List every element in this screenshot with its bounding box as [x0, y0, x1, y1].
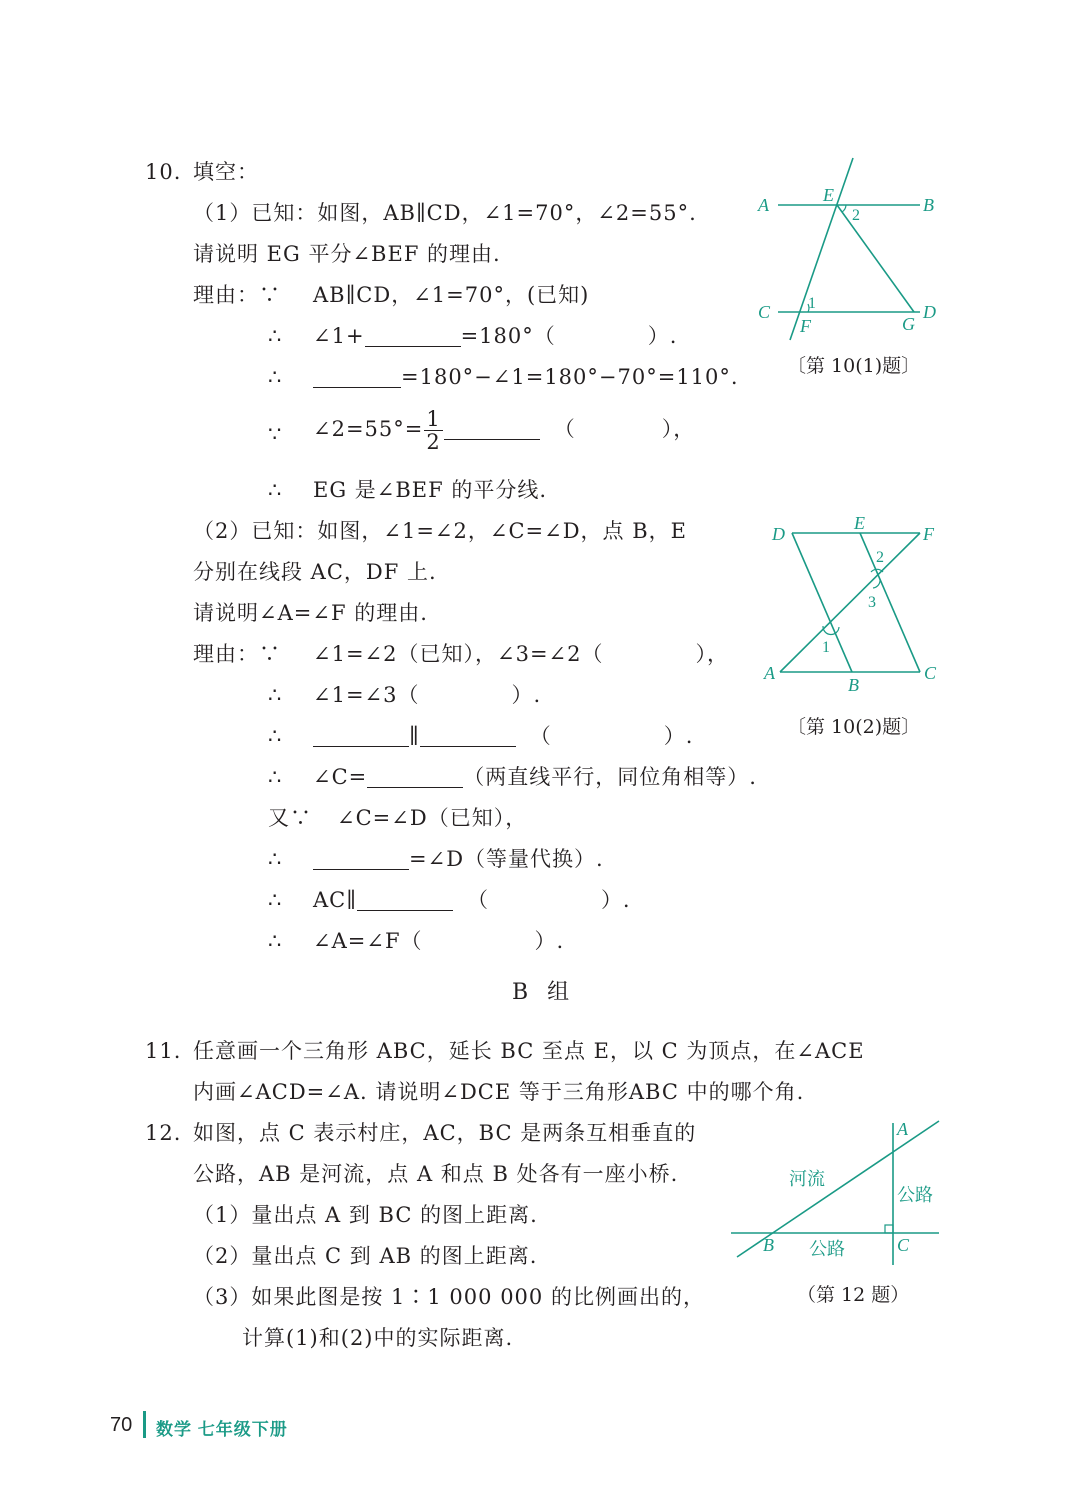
label-c: C [924, 663, 937, 683]
q10-2-line5: ∠C=∠D（已知）， [337, 806, 528, 830]
answer-blank[interactable] [420, 724, 516, 747]
q11-line2: 内画∠ACD=∠A. 请说明∠DCE 等于三角形ABC 中的哪个角. [193, 1080, 805, 1104]
also-because-symbol: 又∵ [268, 806, 312, 830]
label-2: 2 [876, 549, 884, 566]
q12-sub2: （2）量出点 C 到 AB 的图上距离. [193, 1244, 538, 1268]
therefore-symbol: ∴ [268, 765, 283, 789]
q10-2-line7: AC∥ （ ）. [313, 888, 631, 912]
q11-line1: 任意画一个三角形 ABC，延长 BC 至点 E，以 C 为顶点，在∠ACE [193, 1039, 865, 1063]
label-b: B [848, 675, 859, 695]
therefore-symbol: ∴ [268, 847, 283, 871]
q12-line2: 公路，AB 是河流，点 A 和点 B 处各有一座小桥. [193, 1162, 679, 1186]
label-f: F [923, 524, 934, 544]
q10-1-intro2: 请说明 EG 平分∠BEF 的理由. [193, 242, 501, 266]
answer-blank[interactable] [357, 888, 453, 911]
book-title: 数学 七年级下册 [156, 1420, 288, 1439]
q10-2-line2: ∠1=∠3（ ）. [313, 683, 542, 707]
figure-12-caption: （第 12 题） [797, 1284, 910, 1306]
q10-1-line4: ∠2=55°= $\frac{1}{2}$ （ ）， [313, 407, 696, 454]
label-road-vertical: 公路 [897, 1185, 933, 1205]
line-eg [837, 205, 914, 312]
q12-sub1: （1）量出点 A 到 BC 的图上距离. [193, 1203, 538, 1227]
figure-12 [725, 1115, 945, 1275]
figure-10-2-caption: 〔第 10(2)题〕 [787, 716, 921, 738]
fraction: $\frac{1}{2}$ [426, 407, 441, 454]
figure-10-1-caption: 〔第 10(1)题〕 [787, 355, 921, 377]
q10-2-intro2: 分别在线段 AC，DF 上. [193, 560, 437, 584]
q10-1-reason-label: 理由：∵ [193, 283, 281, 307]
label-3: 3 [868, 594, 876, 611]
label-river: 河流 [789, 1169, 825, 1189]
q10-2-line6: =∠D（等量代换）. [313, 845, 604, 873]
q10-1-line5: EG 是∠BEF 的平分线. [313, 478, 548, 502]
answer-blank[interactable] [313, 847, 409, 870]
label-d: D [772, 524, 785, 544]
label-b: B [923, 195, 934, 215]
label-e: E [823, 185, 834, 205]
label-c: C [758, 302, 771, 322]
q10-number: 10. [145, 160, 182, 184]
q10-2-intro3: 请说明∠A=∠F 的理由. [193, 601, 428, 625]
therefore-symbol: ∴ [268, 888, 283, 912]
figure-10-1 [750, 150, 950, 350]
label-1: 1 [822, 639, 830, 656]
label-a: A [897, 1119, 908, 1139]
q12-line1: 如图，点 C 表示村庄，AC，BC 是两条互相垂直的 [193, 1121, 697, 1145]
label-c: C [897, 1235, 910, 1255]
right-angle-mark [885, 1225, 893, 1233]
answer-blank[interactable] [444, 417, 540, 440]
q10-2-reason-line1: ∠1=∠2（已知），∠3=∠2（ ）， [313, 642, 730, 666]
q10-2-line4: ∠C= （两直线平行，同位角相等）. [313, 765, 757, 789]
q10-2-reason-label: 理由：∵ [193, 642, 281, 666]
therefore-symbol: ∴ [268, 478, 283, 502]
figure-10-2 [760, 508, 950, 698]
answer-blank[interactable] [313, 365, 401, 388]
footer-divider [143, 1411, 146, 1438]
because-symbol: ∵ [268, 422, 283, 446]
q12-sub3: （3）如果此图是按 1∶1 000 000 的比例画出的， [193, 1285, 705, 1309]
angle-2-arc [842, 205, 846, 212]
label-a: A [758, 195, 769, 215]
label-a: A [764, 663, 775, 683]
therefore-symbol: ∴ [268, 324, 283, 348]
q10-1-reason-line1: AB∥CD，∠1=70°，(已知) [313, 283, 590, 307]
q11-number: 11. [145, 1039, 182, 1063]
q10-1-line3: =180°−∠1=180°−70°=110°. [313, 363, 739, 391]
label-1: 1 [808, 295, 816, 312]
label-f: F [800, 316, 811, 336]
label-g: G [902, 314, 915, 334]
therefore-symbol: ∴ [268, 929, 283, 953]
q10-1-intro1: （1）已知：如图，AB∥CD，∠1=70°，∠2=55°. [193, 201, 697, 225]
answer-blank[interactable] [365, 324, 461, 347]
label-2: 2 [852, 207, 860, 224]
q10-title: 填空： [193, 160, 259, 184]
label-e: E [854, 513, 865, 533]
q10-1-line2: ∠1+ =180°（ ）. [313, 324, 678, 348]
group-b-heading: B 组 [512, 980, 576, 1005]
label-d: D [923, 302, 936, 322]
label-road-horizontal: 公路 [809, 1239, 845, 1259]
label-b: B [763, 1235, 774, 1255]
therefore-symbol: ∴ [268, 683, 283, 707]
q12-sub3b: 计算(1)和(2)中的实际距离. [242, 1326, 514, 1350]
angle-3-arc [873, 579, 880, 588]
q12-number: 12. [145, 1121, 182, 1145]
answer-blank[interactable] [367, 765, 463, 788]
therefore-symbol: ∴ [268, 365, 283, 389]
answer-blank[interactable] [313, 724, 409, 747]
therefore-symbol: ∴ [268, 724, 283, 748]
page-number: 70 [110, 1414, 133, 1436]
q10-2-intro1: （2）已知：如图，∠1=∠2，∠C=∠D，点 B，E [193, 519, 687, 543]
q10-2-line3: ∥ （ ）. [313, 722, 693, 750]
q10-2-line8: ∠A=∠F（ ）. [313, 929, 565, 953]
